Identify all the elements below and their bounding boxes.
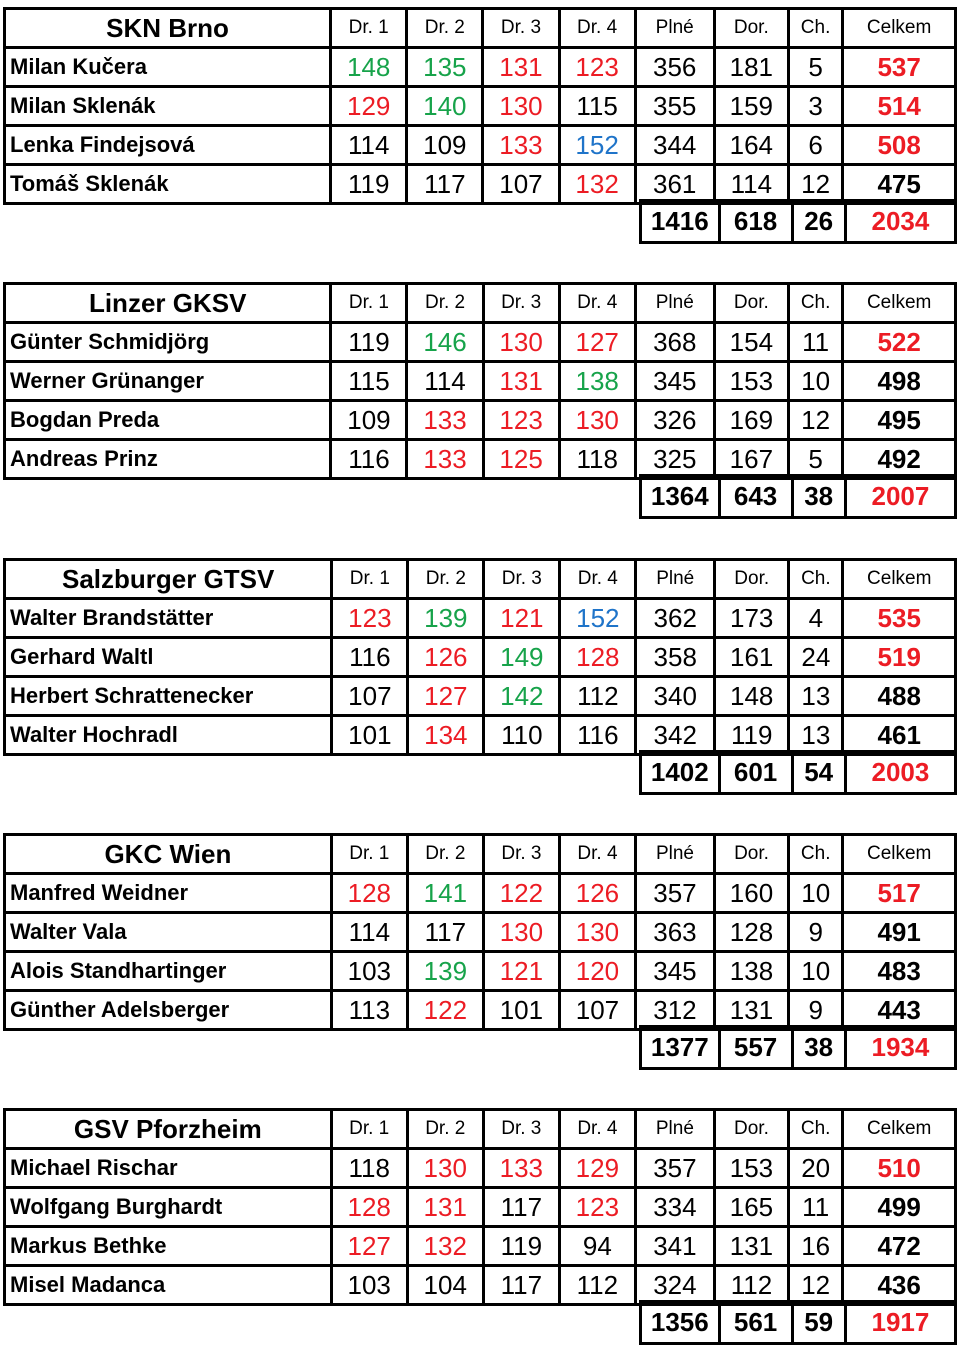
round-score: 118	[331, 1149, 407, 1188]
round-score: 126	[559, 874, 635, 913]
ch-count: 13	[789, 716, 843, 755]
team-table	[3, 833, 957, 1031]
player-name: Markus Bethke	[5, 1227, 332, 1266]
team-name: Linzer GKSV	[5, 284, 331, 323]
round-score: 117	[483, 1266, 559, 1305]
total-celkem: 1917	[845, 1302, 955, 1344]
player-name: Michael Rischar	[5, 1149, 332, 1188]
ch-count: 9	[789, 991, 843, 1030]
plne-score: 344	[635, 126, 714, 165]
player-name: Wolfgang Burghardt	[5, 1188, 332, 1227]
player-name: Manfred Weidner	[5, 874, 332, 913]
player-row	[5, 165, 956, 204]
round-score: 114	[331, 913, 407, 952]
round-score: 113	[331, 991, 407, 1030]
plne-score: 355	[635, 87, 714, 126]
celkem-score: 522	[843, 323, 956, 362]
round-score: 130	[407, 1149, 483, 1188]
round-score: 130	[483, 87, 559, 126]
player-row	[5, 991, 956, 1030]
player-name: Bogdan Preda	[5, 401, 331, 440]
team-totals	[639, 1300, 957, 1345]
team-name: SKN Brno	[5, 9, 331, 48]
round-score: 112	[559, 1266, 635, 1305]
round-score: 126	[408, 638, 484, 677]
round-score: 104	[407, 1266, 483, 1305]
round-score: 139	[407, 952, 483, 991]
plne-score: 341	[635, 1227, 714, 1266]
celkem-score: 472	[843, 1227, 956, 1266]
column-header: Dr. 2	[407, 1110, 483, 1149]
column-header: Dor.	[714, 835, 788, 874]
round-score: 117	[483, 1188, 559, 1227]
round-score: 101	[332, 716, 408, 755]
dor-score: 164	[714, 126, 788, 165]
dor-score: 138	[714, 952, 788, 991]
total-ch: 38	[792, 476, 845, 518]
column-header: Dr. 1	[331, 1110, 407, 1149]
plne-score: 345	[635, 362, 714, 401]
player-row	[5, 362, 956, 401]
header-row	[5, 9, 956, 48]
player-row	[5, 126, 956, 165]
column-header: Plné	[635, 1110, 714, 1149]
celkem-score: 510	[843, 1149, 956, 1188]
round-score: 131	[483, 48, 559, 87]
plne-score: 363	[635, 913, 714, 952]
ch-count: 20	[789, 1149, 843, 1188]
player-row	[5, 913, 956, 952]
round-score: 130	[559, 913, 635, 952]
column-header: Dr. 2	[407, 9, 483, 48]
player-name: Günter Schmidjörg	[5, 323, 331, 362]
round-score: 109	[331, 401, 407, 440]
plne-score: 312	[635, 991, 714, 1030]
ch-count: 12	[788, 165, 842, 204]
round-score: 107	[559, 991, 635, 1030]
round-score: 140	[407, 87, 483, 126]
column-header: Dr. 1	[331, 9, 407, 48]
plne-score: 345	[635, 952, 714, 991]
total-ch: 54	[792, 752, 845, 794]
round-score: 132	[559, 165, 635, 204]
round-score: 103	[331, 952, 407, 991]
player-row	[5, 952, 956, 991]
celkem-score: 517	[843, 874, 956, 913]
player-name: Andreas Prinz	[5, 440, 331, 479]
celkem-score: 483	[843, 952, 956, 991]
column-header: Dr. 3	[483, 1110, 559, 1149]
player-row	[5, 401, 956, 440]
round-score: 128	[331, 1188, 407, 1227]
dor-score: 131	[714, 991, 788, 1030]
plne-score: 357	[635, 874, 714, 913]
round-score: 141	[407, 874, 483, 913]
plne-score: 342	[636, 716, 715, 755]
plne-score: 326	[635, 401, 714, 440]
round-score: 127	[559, 323, 635, 362]
total-dor: 618	[719, 201, 792, 243]
player-name: Alois Standhartinger	[5, 952, 332, 991]
celkem-score: 491	[843, 913, 956, 952]
round-score: 117	[407, 913, 483, 952]
total-celkem: 1934	[845, 1027, 955, 1069]
ch-count: 11	[789, 1188, 843, 1227]
column-header: Dr. 3	[483, 835, 559, 874]
celkem-score: 535	[843, 599, 956, 638]
column-header: Dr. 4	[559, 284, 635, 323]
player-row	[5, 1188, 956, 1227]
round-score: 142	[484, 677, 560, 716]
round-score: 119	[331, 323, 407, 362]
celkem-score: 461	[843, 716, 956, 755]
ch-count: 10	[789, 952, 843, 991]
round-score: 119	[483, 1227, 559, 1266]
header-row	[5, 835, 956, 874]
dor-score: 131	[714, 1227, 788, 1266]
column-header: Dor.	[714, 284, 788, 323]
column-header: Celkem	[843, 1110, 956, 1149]
dor-score: 119	[715, 716, 789, 755]
round-score: 122	[483, 874, 559, 913]
column-header: Dr. 2	[408, 560, 484, 599]
round-score: 116	[560, 716, 636, 755]
round-score: 107	[332, 677, 408, 716]
round-score: 117	[407, 165, 483, 204]
ch-count: 6	[788, 126, 842, 165]
ch-count: 24	[789, 638, 843, 677]
round-score: 128	[331, 874, 407, 913]
celkem-score: 492	[843, 440, 956, 479]
round-score: 116	[331, 440, 407, 479]
round-score: 115	[331, 362, 407, 401]
team-table	[3, 558, 957, 756]
celkem-score: 508	[843, 126, 956, 165]
round-score: 134	[408, 716, 484, 755]
column-header: Dr. 4	[559, 1110, 635, 1149]
team-totals	[639, 199, 957, 244]
round-score: 152	[559, 126, 635, 165]
total-dor: 601	[719, 752, 792, 794]
round-score: 138	[559, 362, 635, 401]
team-name: GKC Wien	[5, 835, 332, 874]
player-name: Walter Hochradl	[5, 716, 332, 755]
celkem-score: 499	[843, 1188, 956, 1227]
dor-score: 160	[714, 874, 788, 913]
plne-score: 358	[636, 638, 715, 677]
round-score: 110	[484, 716, 560, 755]
team-table	[3, 282, 957, 480]
player-row	[5, 48, 956, 87]
column-header: Dr. 1	[332, 560, 408, 599]
column-header: Celkem	[843, 284, 956, 323]
player-row	[5, 638, 956, 677]
plne-score: 368	[635, 323, 714, 362]
dor-score: 165	[714, 1188, 788, 1227]
round-score: 112	[560, 677, 636, 716]
column-header: Dr. 4	[560, 560, 636, 599]
round-score: 121	[483, 952, 559, 991]
total-celkem: 2007	[845, 476, 955, 518]
round-score: 131	[407, 1188, 483, 1227]
player-name: Werner Grünanger	[5, 362, 331, 401]
celkem-score: 519	[843, 638, 956, 677]
team-totals	[639, 1025, 957, 1070]
plne-score: 324	[635, 1266, 714, 1305]
round-score: 133	[407, 401, 483, 440]
header-row	[5, 560, 956, 599]
ch-count: 13	[789, 677, 843, 716]
player-name: Walter Brandstätter	[5, 599, 332, 638]
column-header: Dor.	[714, 1110, 788, 1149]
column-header: Ch.	[789, 560, 843, 599]
column-header: Ch.	[789, 1110, 843, 1149]
round-score: 115	[559, 87, 635, 126]
dor-score: 148	[715, 677, 789, 716]
column-header: Celkem	[843, 835, 956, 874]
round-score: 122	[407, 991, 483, 1030]
column-header: Ch.	[788, 284, 842, 323]
round-score: 120	[559, 952, 635, 991]
dor-score: 159	[714, 87, 788, 126]
ch-count: 9	[789, 913, 843, 952]
player-name: Tomáš Sklenák	[5, 165, 331, 204]
total-plne: 1364	[641, 476, 720, 518]
header-row	[5, 284, 956, 323]
round-score: 107	[483, 165, 559, 204]
plne-score: 334	[635, 1188, 714, 1227]
celkem-score: 488	[843, 677, 956, 716]
plne-score: 357	[635, 1149, 714, 1188]
column-header: Dr. 4	[559, 9, 635, 48]
team-table	[3, 1108, 957, 1306]
round-score: 128	[560, 638, 636, 677]
total-dor: 557	[719, 1027, 792, 1069]
round-score: 127	[331, 1227, 407, 1266]
ch-count: 11	[788, 323, 842, 362]
ch-count: 5	[788, 48, 842, 87]
round-score: 130	[559, 401, 635, 440]
player-row	[5, 1227, 956, 1266]
celkem-score: 537	[843, 48, 956, 87]
header-row	[5, 1110, 956, 1149]
round-score: 129	[331, 87, 407, 126]
plne-score: 361	[635, 165, 714, 204]
ch-count: 12	[789, 1266, 843, 1305]
round-score: 129	[559, 1149, 635, 1188]
player-name: Lenka Findejsová	[5, 126, 331, 165]
round-score: 114	[331, 126, 407, 165]
column-header: Plné	[635, 835, 714, 874]
dor-score: 154	[714, 323, 788, 362]
round-score: 131	[483, 362, 559, 401]
celkem-score: 498	[843, 362, 956, 401]
column-header: Dr. 3	[484, 560, 560, 599]
column-header: Ch.	[789, 835, 843, 874]
ch-count: 10	[788, 362, 842, 401]
column-header: Dor.	[714, 9, 788, 48]
round-score: 132	[407, 1227, 483, 1266]
total-ch: 59	[792, 1302, 845, 1344]
column-header: Dr. 3	[483, 284, 559, 323]
ch-count: 3	[788, 87, 842, 126]
player-name: Gerhard Waltl	[5, 638, 332, 677]
celkem-score: 443	[843, 991, 956, 1030]
column-header: Plné	[635, 284, 714, 323]
dor-score: 153	[714, 362, 788, 401]
round-score: 123	[559, 1188, 635, 1227]
player-row	[5, 440, 956, 479]
round-score: 148	[331, 48, 407, 87]
column-header: Celkem	[843, 9, 956, 48]
total-celkem: 2003	[845, 752, 955, 794]
round-score: 123	[483, 401, 559, 440]
round-score: 109	[407, 126, 483, 165]
round-score: 146	[407, 323, 483, 362]
round-score: 149	[484, 638, 560, 677]
round-score: 133	[483, 1149, 559, 1188]
column-header: Dor.	[715, 560, 789, 599]
column-header: Plné	[636, 560, 715, 599]
celkem-score: 514	[843, 87, 956, 126]
round-score: 119	[331, 165, 407, 204]
column-header: Dr. 2	[407, 835, 483, 874]
round-score: 133	[407, 440, 483, 479]
total-ch: 26	[792, 201, 845, 243]
column-header: Celkem	[843, 560, 956, 599]
celkem-score: 495	[843, 401, 956, 440]
column-header: Ch.	[788, 9, 842, 48]
ch-count: 10	[789, 874, 843, 913]
plne-score: 356	[635, 48, 714, 87]
total-dor: 561	[719, 1302, 792, 1344]
player-row	[5, 874, 956, 913]
dor-score: 167	[714, 440, 788, 479]
column-header: Plné	[635, 9, 714, 48]
round-score: 125	[483, 440, 559, 479]
player-name: Günther Adelsberger	[5, 991, 332, 1030]
dor-score: 181	[714, 48, 788, 87]
player-name: Misel Madanca	[5, 1266, 332, 1305]
round-score: 121	[484, 599, 560, 638]
player-name: Walter Vala	[5, 913, 332, 952]
dor-score: 153	[714, 1149, 788, 1188]
round-score: 135	[407, 48, 483, 87]
team-table	[3, 7, 957, 205]
team-name: Salzburger GTSV	[5, 560, 332, 599]
column-header: Dr. 4	[559, 835, 635, 874]
player-name: Milan Sklenák	[5, 87, 331, 126]
plne-score: 362	[636, 599, 715, 638]
ch-count: 5	[788, 440, 842, 479]
column-header: Dr. 1	[331, 835, 407, 874]
celkem-score: 436	[843, 1266, 956, 1305]
round-score: 133	[483, 126, 559, 165]
total-dor: 643	[719, 476, 792, 518]
dor-score: 173	[715, 599, 789, 638]
plne-score: 325	[635, 440, 714, 479]
team-name: GSV Pforzheim	[5, 1110, 332, 1149]
player-row	[5, 1266, 956, 1305]
round-score: 123	[332, 599, 408, 638]
ch-count: 12	[788, 401, 842, 440]
player-row	[5, 599, 956, 638]
round-score: 139	[408, 599, 484, 638]
player-name: Milan Kučera	[5, 48, 331, 87]
round-score: 130	[483, 323, 559, 362]
dor-score: 112	[714, 1266, 788, 1305]
celkem-score: 475	[843, 165, 956, 204]
player-row	[5, 1149, 956, 1188]
total-plne: 1356	[641, 1302, 720, 1344]
total-plne: 1402	[641, 752, 720, 794]
round-score: 103	[331, 1266, 407, 1305]
column-header: Dr. 2	[407, 284, 483, 323]
plne-score: 340	[636, 677, 715, 716]
total-celkem: 2034	[845, 201, 955, 243]
round-score: 130	[483, 913, 559, 952]
ch-count: 4	[789, 599, 843, 638]
round-score: 127	[408, 677, 484, 716]
round-score: 101	[483, 991, 559, 1030]
total-ch: 38	[792, 1027, 845, 1069]
dor-score: 128	[714, 913, 788, 952]
player-row	[5, 677, 956, 716]
round-score: 114	[407, 362, 483, 401]
total-plne: 1416	[641, 201, 720, 243]
round-score: 94	[559, 1227, 635, 1266]
round-score: 123	[559, 48, 635, 87]
player-name: Herbert Schrattenecker	[5, 677, 332, 716]
team-totals	[639, 750, 957, 795]
ch-count: 16	[789, 1227, 843, 1266]
column-header: Dr. 3	[483, 9, 559, 48]
dor-score: 114	[714, 165, 788, 204]
column-header: Dr. 1	[331, 284, 407, 323]
team-totals	[639, 474, 957, 519]
dor-score: 169	[714, 401, 788, 440]
player-row	[5, 323, 956, 362]
player-row	[5, 87, 956, 126]
round-score: 116	[332, 638, 408, 677]
total-plne: 1377	[641, 1027, 720, 1069]
player-row	[5, 716, 956, 755]
round-score: 152	[560, 599, 636, 638]
dor-score: 161	[715, 638, 789, 677]
round-score: 118	[559, 440, 635, 479]
